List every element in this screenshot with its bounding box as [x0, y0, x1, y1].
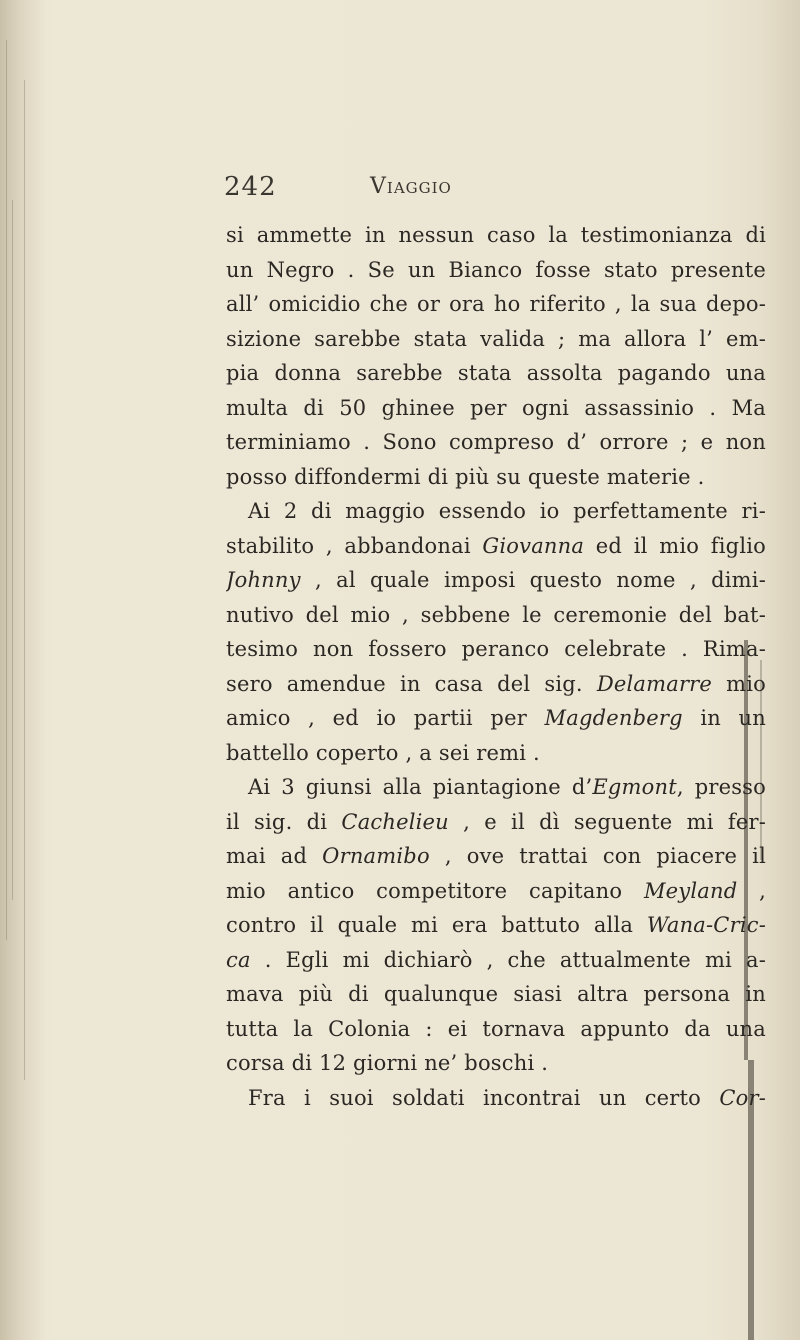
text-line	[226, 218, 766, 253]
text-run: sizione sarebbe stata valida ; ma allora l’ em-	[226, 326, 766, 351]
text-run: in un	[682, 706, 766, 730]
page-header	[0, 172, 800, 212]
italic-text: Delamarre	[596, 671, 713, 696]
text-run: ed il mio figlio	[584, 533, 766, 558]
text-run: Ai 2 di maggio essendo io perfettamente ri-	[248, 499, 766, 523]
text-run: amico , ed io partii per	[226, 706, 545, 730]
text-run: contro il quale mi era battuto alla	[226, 913, 647, 937]
text-run: , presso	[676, 775, 766, 799]
text-line	[226, 356, 766, 391]
text-run: mai ad	[226, 844, 323, 868]
text-run: , al quale imposi questo nome , dimi-	[300, 568, 766, 592]
gutter-streak	[24, 80, 25, 1080]
italic-text: Egmont	[592, 775, 677, 799]
text-line	[226, 977, 766, 1012]
italic-text: Cachelieu	[341, 809, 449, 834]
text-run: tesimo non fossero peranco celebrate . Rima-	[226, 637, 766, 661]
text-line	[226, 701, 766, 736]
text-run: Fra i suoi soldati incontrai un certo	[248, 1085, 720, 1110]
italic-text: Wana-Cric-	[646, 913, 766, 937]
text-run: si ammette in nessun caso la testimonianza di	[226, 223, 766, 247]
text-run: nutivo del mio , sebbene le ceremonie del bat-	[226, 602, 766, 627]
running-head: Viaggio	[370, 174, 452, 199]
text-run: tutta la Colonia : ei tornava appunto da una	[226, 1016, 766, 1041]
text-run: pia donna sarebbe stata assolta pagando una	[226, 361, 766, 385]
text-run: corsa di 12 giorni ne’ boschi .	[226, 1051, 549, 1075]
text-run: mio	[712, 671, 766, 696]
italic-text: Magdenberg	[544, 706, 683, 730]
text-run: un Negro . Se un Bianco fosse stato presente	[226, 257, 766, 282]
text-run: all’ omicidio che or ora ho riferito , la sua depo-	[226, 292, 766, 316]
text-line	[226, 563, 766, 598]
text-run: mava più di qualunque siasi altra persona in	[226, 982, 766, 1006]
text-line	[226, 460, 766, 495]
gutter-streak	[12, 200, 13, 900]
text-line	[226, 391, 766, 426]
text-run: , e il dì seguente mi fer-	[448, 809, 766, 834]
text-line	[226, 943, 766, 978]
body-text	[226, 218, 766, 1115]
text-run: . Egli mi dichiarò , che attualmente mi a-	[250, 947, 766, 972]
text-line	[226, 1012, 766, 1047]
text-line	[226, 253, 766, 288]
text-line	[226, 425, 766, 460]
italic-text: Johnny	[226, 568, 301, 592]
text-line	[226, 874, 766, 909]
italic-text: ca	[226, 947, 251, 972]
text-run: Ai 3 giunsi alla piantagione d’	[248, 775, 593, 799]
text-run: posso diffondermi di più su queste materie .	[226, 464, 705, 489]
text-run: battello coperto , a sei remi .	[226, 740, 540, 765]
italic-text: Meyland	[643, 878, 738, 903]
text-run: mio antico competitore capitano	[226, 878, 644, 903]
text-line	[226, 1046, 766, 1081]
text-line	[226, 322, 766, 357]
text-line	[226, 287, 766, 322]
text-line	[226, 667, 766, 702]
text-run: terminiamo . Sono compreso d’ orrore ; e non	[226, 430, 766, 454]
text-line	[226, 598, 766, 633]
text-line	[226, 770, 766, 805]
italic-text: Giovanna	[482, 533, 585, 558]
text-run: multa di 50 ghinee per ogni assassinio . Ma	[226, 395, 766, 420]
text-run: sero amendue in casa del sig.	[226, 671, 597, 696]
text-line	[226, 529, 766, 564]
text-run: ,	[737, 878, 766, 903]
text-line	[226, 632, 766, 667]
text-line	[226, 839, 766, 874]
text-line	[226, 494, 766, 529]
text-run: il sig. di	[226, 809, 342, 834]
text-line	[226, 908, 766, 943]
text-run: , ove trattai con piacere il	[429, 844, 766, 868]
page-number: 242	[224, 172, 277, 202]
text-line	[226, 805, 766, 840]
italic-text: Ornamibo	[322, 844, 430, 868]
italic-text: Cor-	[719, 1085, 766, 1110]
text-run: stabilito , abbandonai	[226, 533, 483, 558]
text-line	[226, 1081, 766, 1116]
text-line	[226, 736, 766, 771]
